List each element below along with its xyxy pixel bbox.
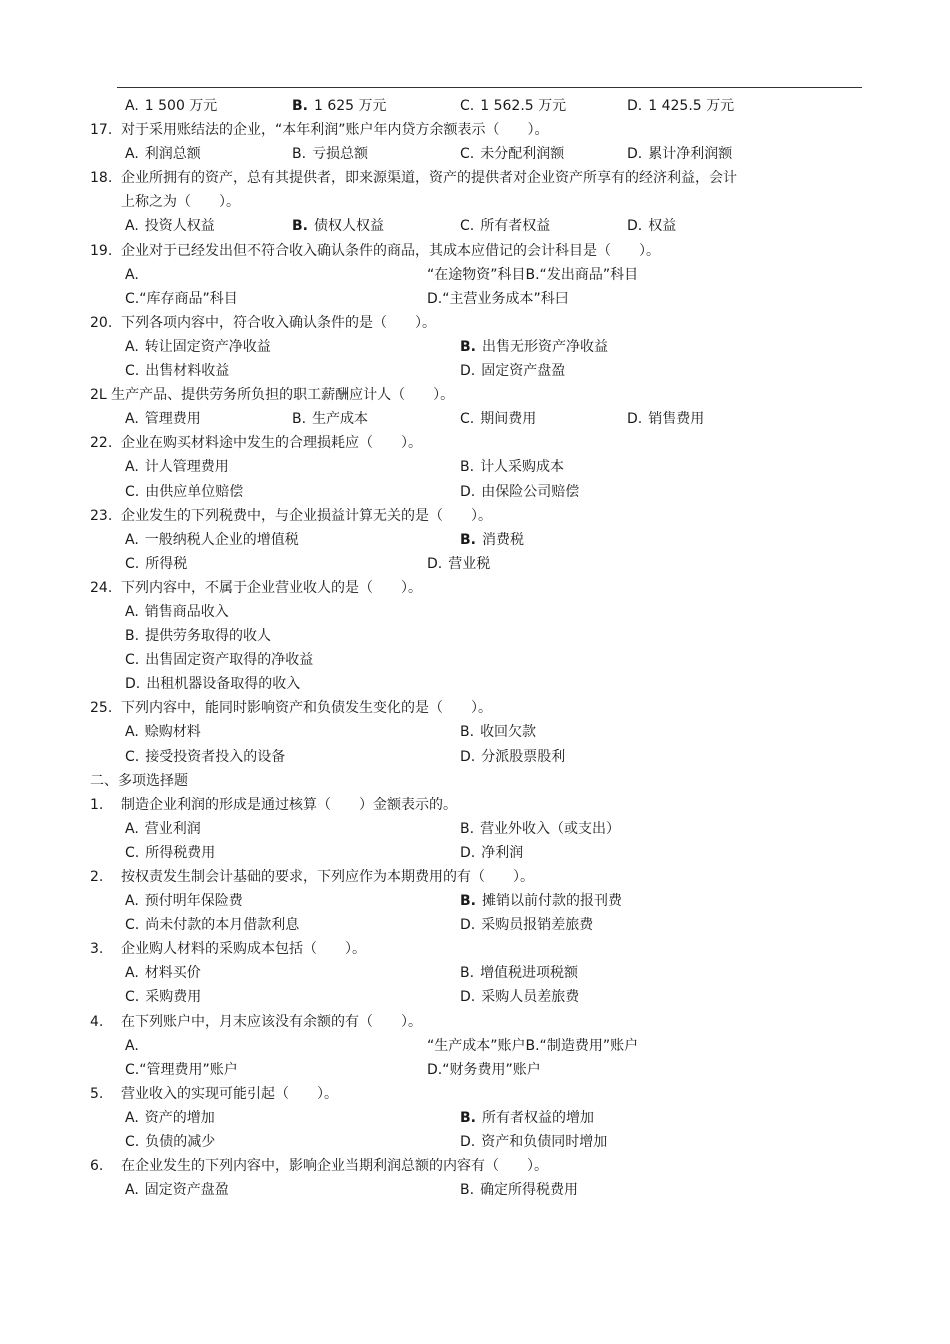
option-key: C. <box>460 98 475 114</box>
option-key: B. <box>460 965 475 982</box>
option-line <box>90 359 860 383</box>
option-choice <box>125 961 201 985</box>
option-choice <box>460 985 579 1009</box>
option-key: C. <box>125 989 140 1006</box>
option-choice <box>125 552 187 576</box>
question-number: 1. <box>90 796 104 813</box>
document-body <box>90 94 860 1202</box>
option-choice <box>460 335 608 359</box>
option-choice <box>627 94 734 118</box>
option-choice <box>292 142 368 166</box>
option-text: 提供劳务取得的收人 <box>145 628 272 645</box>
option-text: 增值税进项税额 <box>480 965 579 982</box>
question-number: 5. <box>90 1085 104 1102</box>
option-line <box>90 94 860 118</box>
option-text: 期间费用 <box>480 411 537 428</box>
question-line <box>90 1154 860 1178</box>
question-number: 18. <box>90 170 113 187</box>
option-choice <box>125 1178 229 1202</box>
option-line <box>90 985 860 1009</box>
option-key: C. <box>460 411 475 428</box>
option-key: C. <box>460 218 475 235</box>
option-text: 接受投资者投入的设备 <box>145 748 286 765</box>
option-key: D. <box>627 218 643 235</box>
question-line <box>90 1082 860 1106</box>
option-key: D. <box>460 748 476 765</box>
option-line <box>90 287 860 311</box>
option-text: 净利润 <box>481 844 524 861</box>
option-text: “生产成本”账户B.“制造费用”账户 <box>427 1037 639 1054</box>
option-text: C.“管理费用”账户 <box>125 1061 238 1078</box>
option-choice <box>627 142 732 166</box>
option-text: 由供应单位赔偿 <box>145 483 244 500</box>
option-line <box>90 745 860 769</box>
option-key: B. <box>460 338 476 355</box>
option-key: B. <box>125 628 140 645</box>
option-text: 出售材料收益 <box>145 363 230 380</box>
option-choice <box>125 142 201 166</box>
option-line <box>90 648 860 672</box>
question-text: 按权责发生制会计基础的要求，下列应作为本期费用的有（ ）。 <box>121 869 534 885</box>
question-number: 24. <box>90 579 113 596</box>
option-choice <box>125 624 271 648</box>
option-key: A. <box>125 411 139 428</box>
option-key: C. <box>125 483 140 500</box>
option-choice <box>125 455 229 479</box>
option-text: 采购人员差旅费 <box>481 989 580 1006</box>
option-choice <box>125 817 201 841</box>
option-text: C.“库存商品”科目 <box>125 290 238 307</box>
option-key: A. <box>125 965 139 982</box>
option-key: C. <box>460 146 475 163</box>
option-line <box>90 552 860 576</box>
option-choice <box>292 214 384 238</box>
option-choice <box>125 672 300 696</box>
question-text: 在下列账户中，月末应该没有余额的有（ ）。 <box>121 1013 422 1030</box>
option-choice <box>125 720 201 744</box>
option-key: C. <box>125 363 140 380</box>
option-choice <box>460 480 579 504</box>
option-text: 管理费用 <box>144 411 201 428</box>
question-line <box>90 576 860 600</box>
option-choice <box>427 552 490 576</box>
question-text: 下列各项内容中，符合收入确认条件的是（ ）。 <box>121 314 436 331</box>
option-choice <box>125 94 217 118</box>
header-rule <box>117 87 862 88</box>
option-choice <box>125 1130 215 1154</box>
option-line <box>90 841 860 865</box>
option-choice <box>125 335 271 359</box>
option-key: C. <box>125 652 140 669</box>
option-text: 尚未付款的本月借款利息 <box>145 917 300 934</box>
option-line <box>90 624 860 648</box>
option-text: “在途物资”科目B.“发出商品”科目 <box>427 266 639 283</box>
question-line <box>90 504 860 528</box>
option-text: 1 625 万元 <box>314 98 387 114</box>
option-choice <box>460 407 536 431</box>
option-line <box>90 263 860 287</box>
question-line <box>90 118 860 142</box>
option-key: B. <box>460 893 476 910</box>
option-line <box>90 142 860 166</box>
option-text: 所有者权益 <box>480 218 551 235</box>
question-text: 二、多项选择题 <box>90 772 188 789</box>
option-choice <box>460 142 564 166</box>
option-choice <box>125 889 243 913</box>
question-line <box>90 431 860 455</box>
option-text: 计人管理费用 <box>144 459 229 476</box>
option-text: 出售固定资产取得的净收益 <box>145 652 314 669</box>
option-choice <box>460 359 565 383</box>
option-choice <box>460 817 620 841</box>
question-text: 下列内容中，不属于企业营业收人的是（ ）。 <box>121 579 422 596</box>
option-text: 生产成本 <box>312 411 369 428</box>
option-choice <box>125 528 299 552</box>
option-line <box>90 961 860 985</box>
option-key: A. <box>125 893 139 910</box>
option-key: B. <box>292 218 308 235</box>
option-key: A. <box>125 98 139 114</box>
option-key: C. <box>125 1134 140 1151</box>
option-key: B. <box>460 820 475 837</box>
question-text: 在企业发生的下列内容中，影响企业当期利润总额的内容有（ ）。 <box>121 1158 548 1175</box>
option-key: D. <box>460 917 476 934</box>
option-key: D. <box>460 989 476 1006</box>
option-text: 营业税 <box>448 555 491 572</box>
question-number: 4. <box>90 1013 104 1030</box>
option-choice <box>627 214 676 238</box>
option-text: 固定资产盘盈 <box>481 363 566 380</box>
option-key: B. <box>460 531 476 548</box>
question-text: 企业对于已经发出但不符合收入确认条件的商品，其成本应借记的会计科目是（ ）。 <box>121 242 660 259</box>
option-text: 预付明年保险费 <box>144 893 243 910</box>
option-text: A. <box>125 266 139 283</box>
option-text: 出租机器设备取得的收入 <box>146 676 301 693</box>
option-text: 1 500 万元 <box>144 98 218 114</box>
option-choice <box>125 480 243 504</box>
question-number: 19. <box>90 242 113 259</box>
option-choice <box>125 745 285 769</box>
option-line <box>90 1130 860 1154</box>
option-choice <box>125 913 299 937</box>
option-text: 摊销以前付款的报刊费 <box>482 893 622 910</box>
question-number: 3. <box>90 941 104 958</box>
option-text: 收回欠款 <box>480 724 537 741</box>
option-text: 由保险公司赔偿 <box>481 483 580 500</box>
option-choice <box>460 1130 607 1154</box>
option-key: B. <box>292 411 307 428</box>
option-text: 赊购材料 <box>144 724 201 741</box>
option-line <box>90 480 860 504</box>
question-number: 20. <box>90 314 113 331</box>
option-choice <box>460 1178 578 1202</box>
option-text: 采购费用 <box>145 989 202 1006</box>
question-text: 制造企业利润的形成是通过核算（ ）金额表示的。 <box>121 796 457 813</box>
option-key: D. <box>460 844 476 861</box>
option-key: A. <box>125 724 139 741</box>
question-text: 对于采用账结法的企业，“本年利润”账户年内贷方余额表示（ ）。 <box>121 122 549 139</box>
option-key: C. <box>125 917 140 934</box>
option-line <box>90 335 860 359</box>
option-choice <box>292 407 368 431</box>
option-text: 营业外收入（或支出） <box>480 820 621 837</box>
option-text: 销售费用 <box>648 411 705 428</box>
option-choice <box>627 407 704 431</box>
question-text: 企业在购买材料途中发生的合理损耗应（ ）。 <box>121 435 422 452</box>
option-key: A. <box>125 459 139 476</box>
option-text: 负债的减少 <box>145 1134 216 1151</box>
question-text: 上称之为（ ）。 <box>121 194 240 211</box>
option-key: B. <box>460 724 475 741</box>
question-line <box>90 239 860 263</box>
option-choice <box>460 455 564 479</box>
question-line <box>90 937 860 961</box>
option-text: 确定所得税费用 <box>480 1182 579 1199</box>
option-key: D. <box>460 483 476 500</box>
question-line <box>90 311 860 335</box>
question-number: 17. <box>90 122 113 139</box>
question-line <box>90 1010 860 1034</box>
option-line <box>90 889 860 913</box>
option-key: C. <box>125 555 140 572</box>
option-line <box>90 528 860 552</box>
option-key: D. <box>460 1134 476 1151</box>
option-key: A. <box>125 603 139 620</box>
option-text: D.“财务费用”账户 <box>427 1061 541 1078</box>
option-key: A. <box>125 146 139 163</box>
option-text: 固定资产盘盈 <box>144 1182 229 1199</box>
option-text: 计人采购成本 <box>480 459 565 476</box>
option-line <box>90 1106 860 1130</box>
question-line <box>90 696 860 720</box>
option-text: 所得税费用 <box>145 844 216 861</box>
option-text: 累计净利润额 <box>648 146 733 163</box>
option-line <box>90 407 860 431</box>
option-line <box>90 600 860 624</box>
option-choice <box>125 841 215 865</box>
option-choice <box>125 600 229 624</box>
option-line <box>90 214 860 238</box>
question-text: 营业收入的实现可能引起（ ）。 <box>121 1085 338 1102</box>
question-number: 2. <box>90 869 104 885</box>
option-text: 一般纳税人企业的增值税 <box>144 531 299 548</box>
option-key: A. <box>125 531 139 548</box>
option-text: 亏损总额 <box>312 146 369 163</box>
question-line <box>90 166 860 190</box>
option-key: C. <box>125 844 140 861</box>
option-choice <box>125 1106 215 1130</box>
option-choice <box>460 1106 594 1130</box>
option-text: 分派股票股利 <box>481 748 566 765</box>
question-number: 25. <box>90 700 113 717</box>
option-text: 投资人权益 <box>144 218 215 235</box>
option-text: 转让固定资产净收益 <box>144 338 271 355</box>
option-choice <box>125 985 201 1009</box>
question-text: 下列内容中，能同时影响资产和负债发生变化的是（ ）。 <box>121 700 492 717</box>
option-line <box>90 455 860 479</box>
option-key: B. <box>460 1109 476 1126</box>
option-key: B. <box>292 98 308 114</box>
option-key: B. <box>292 146 307 163</box>
option-choice <box>125 359 229 383</box>
option-key: A. <box>125 218 139 235</box>
option-line <box>90 672 860 696</box>
option-text: 债权人权益 <box>314 218 384 235</box>
question-line <box>90 769 860 793</box>
option-text: A. <box>125 1037 139 1054</box>
question-number: 6. <box>90 1158 104 1175</box>
option-text: 未分配利润额 <box>480 146 565 163</box>
option-text: 所得税 <box>145 555 188 572</box>
option-choice <box>460 720 536 744</box>
option-key: D. <box>627 146 643 163</box>
option-line <box>90 1058 860 1082</box>
question-line <box>90 793 860 817</box>
option-line <box>90 1178 860 1202</box>
option-choice <box>460 214 550 238</box>
option-choice <box>125 648 313 672</box>
option-line <box>90 817 860 841</box>
option-text: D.“主营业务成本”科曰 <box>427 290 569 307</box>
option-choice <box>460 913 593 937</box>
option-key: A. <box>125 1109 139 1126</box>
option-key: A. <box>125 820 139 837</box>
option-choice <box>460 961 578 985</box>
option-text: 资产和负债同时增加 <box>481 1134 608 1151</box>
option-key: D. <box>427 555 443 572</box>
option-text: 材料买价 <box>144 965 201 982</box>
option-choice <box>460 745 565 769</box>
question-line <box>90 383 860 407</box>
option-text: 营业利润 <box>144 820 201 837</box>
option-text: 采购员报销差旅费 <box>481 917 594 934</box>
question-text: 2L 生产产品、提供劳务所负担的职工薪酬应计人（ ）。 <box>90 387 455 404</box>
option-key: C. <box>125 748 140 765</box>
option-text: 权益 <box>648 218 677 235</box>
option-choice <box>460 528 524 552</box>
option-key: A. <box>125 338 139 355</box>
option-text: 利润总额 <box>144 146 201 163</box>
option-key: B. <box>460 459 475 476</box>
option-text: 资产的增加 <box>144 1109 215 1126</box>
question-line <box>90 865 860 889</box>
question-text: 企业所拥有的资产，总有其提供者，即来源渠道，资产的提供者对企业资产所享有的经济利益，会计 <box>121 170 737 187</box>
option-key: B. <box>460 1182 475 1199</box>
option-text: 1 425.5 万元 <box>648 98 735 114</box>
option-key: D. <box>460 363 476 380</box>
option-choice <box>460 889 622 913</box>
option-choice <box>125 407 201 431</box>
option-choice <box>292 94 387 118</box>
question-text: 企业购人材料的采购成本包括（ ）。 <box>121 941 366 958</box>
option-text: 所有者权益的增加 <box>482 1109 594 1126</box>
option-key: D. <box>627 411 643 428</box>
question-number: 23. <box>90 507 113 524</box>
option-text: 销售商品收入 <box>144 603 229 620</box>
question-text: 企业发生的下列税费中，与企业损益计算无关的是（ ）。 <box>121 507 492 524</box>
option-key: A. <box>125 1182 139 1199</box>
option-text: 消费税 <box>482 531 524 548</box>
option-key: D. <box>125 676 141 693</box>
option-line <box>90 1034 860 1058</box>
option-line <box>90 913 860 937</box>
question-continuation <box>90 190 860 214</box>
option-choice <box>460 94 566 118</box>
option-choice <box>125 214 215 238</box>
option-key: D. <box>627 98 643 114</box>
option-choice <box>460 841 523 865</box>
option-line <box>90 720 860 744</box>
option-text: 出售无形资产净收益 <box>482 338 608 355</box>
question-number: 22. <box>90 435 113 452</box>
option-text: 1 562.5 万元 <box>480 98 567 114</box>
